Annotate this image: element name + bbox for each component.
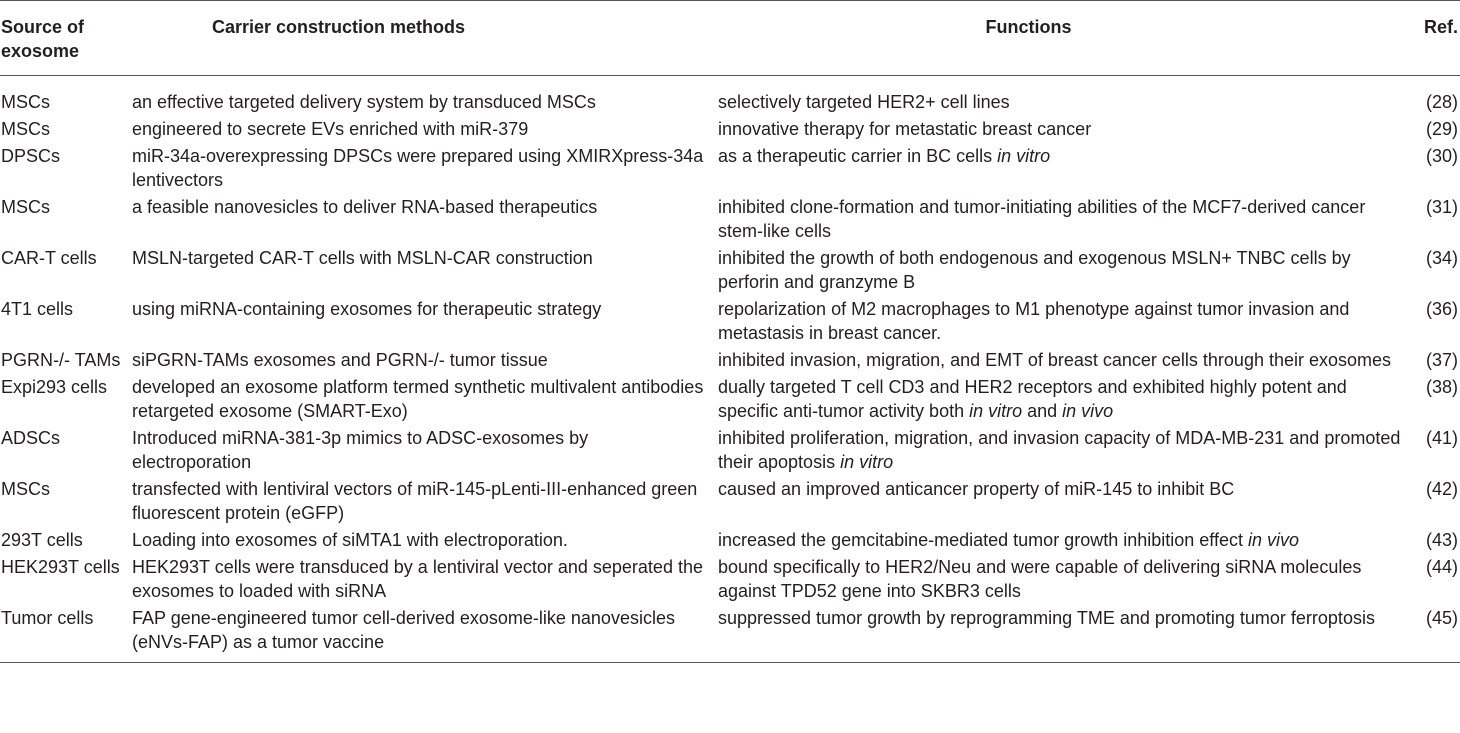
table-row	[0, 345, 1460, 372]
functions-italic-segment: in vivo	[1247, 530, 1299, 550]
functions-italic-segment: in vitro	[840, 452, 894, 472]
table-row	[0, 141, 1460, 192]
functions-text-segment: suppressed tumor growth by reprogramming TME and promoting tumor ferroptosis	[718, 608, 1375, 628]
cell-source: Expi293 cells	[1, 377, 108, 397]
cell-ref	[1402, 603, 1460, 663]
functions-text-segment: selectively targeted HER2+ cell lines	[718, 92, 1010, 112]
reference-link[interactable]: (37)	[1425, 350, 1458, 370]
cell-source: DPSCs	[1, 146, 61, 166]
cell-methods: a feasible nanovesicles to deliver RNA-based therapeutics	[132, 197, 598, 217]
reference-link[interactable]: (29)	[1425, 119, 1458, 139]
reference-link[interactable]: (43)	[1425, 530, 1458, 550]
table-row	[0, 423, 1460, 474]
functions-text-segment: bound specifically to HER2/Neu and were capable of delivering siRNA molecules against TPD52 gene into SKBR3 cells	[718, 557, 1362, 601]
cell-methods: transfected with lentiviral vectors of miR-145-pLenti-III-enhanced green fluorescent protein (eGFP)	[132, 479, 698, 523]
functions-text-segment: as a therapeutic carrier in BC cells	[718, 146, 998, 166]
cell-ref	[1402, 294, 1460, 345]
table-row	[0, 474, 1460, 525]
cell-methods: HEK293T cells were transduced by a lentiviral vector and seperated the exosomes to loaded with siRNA	[132, 557, 703, 601]
cell-functions	[715, 525, 1402, 552]
header-ref: Ref.	[1423, 17, 1458, 37]
cell-ref	[1402, 243, 1460, 294]
cell-ref	[1402, 474, 1460, 525]
cell-methods: MSLN-targeted CAR-T cells with MSLN-CAR construction	[132, 248, 593, 268]
cell-source: 4T1 cells	[1, 299, 74, 319]
reference-link[interactable]: (36)	[1425, 299, 1458, 319]
functions-text-segment: caused an improved anticancer property of miR-145 to inhibit BC	[718, 479, 1235, 499]
cell-source: CAR-T cells	[1, 248, 97, 268]
table-row	[0, 192, 1460, 243]
cell-ref	[1402, 372, 1460, 423]
reference-link[interactable]: (28)	[1425, 92, 1458, 112]
cell-functions	[715, 76, 1402, 115]
cell-methods: Introduced miRNA-381-3p mimics to ADSC-exosomes by electroporation	[132, 428, 589, 472]
cell-functions	[715, 141, 1402, 192]
cell-methods: developed an exosome platform termed synthetic multivalent antibodies retargeted exosome (SMART-Exo)	[132, 377, 704, 421]
cell-source: MSCs	[1, 92, 50, 112]
header-functions: Functions	[985, 17, 1072, 37]
reference-link[interactable]: (31)	[1425, 197, 1458, 217]
header-row	[0, 1, 1460, 76]
functions-text-segment: inhibited the growth of both endogenous and exogenous MSLN+ TNBC cells by perforin and granzyme B	[718, 248, 1351, 292]
cell-ref	[1402, 76, 1460, 115]
reference-link[interactable]: (30)	[1425, 146, 1458, 166]
functions-text-segment: inhibited proliferation, migration, and invasion capacity of MDA-MB-231 and promoted their apoptosis	[718, 428, 1401, 472]
table-header	[0, 1, 1460, 76]
functions-text-segment: inhibited clone-formation and tumor-initiating abilities of the MCF7-derived cancer stem-like cells	[718, 197, 1366, 241]
functions-text-segment: dually targeted T cell CD3 and HER2 receptors and exhibited highly potent and specific anti-tumor activity both	[718, 377, 1347, 421]
cell-functions	[715, 474, 1402, 525]
cell-functions	[715, 423, 1402, 474]
cell-source: 293T cells	[1, 530, 83, 550]
functions-text-segment: inhibited invasion, migration, and EMT of breast cancer cells through their exosomes	[718, 350, 1392, 370]
cell-ref	[1402, 114, 1460, 141]
table-body	[0, 76, 1460, 663]
cell-source: MSCs	[1, 479, 50, 499]
cell-ref	[1402, 345, 1460, 372]
header-source: Source of exosome	[1, 17, 85, 61]
cell-functions	[715, 603, 1402, 663]
reference-link[interactable]: (42)	[1425, 479, 1458, 499]
cell-ref	[1402, 552, 1460, 603]
cell-source: HEK293T cells	[1, 557, 120, 577]
table-row	[0, 114, 1460, 141]
cell-functions	[715, 243, 1402, 294]
functions-italic-segment: in vivo	[1062, 401, 1114, 421]
table-row	[0, 372, 1460, 423]
cell-methods: an effective targeted delivery system by transduced MSCs	[132, 92, 596, 112]
reference-link[interactable]: (41)	[1425, 428, 1458, 448]
cell-methods: miR-34a-overexpressing DPSCs were prepared using XMIRXpress-34a lentivectors	[132, 146, 704, 190]
cell-ref	[1402, 192, 1460, 243]
header-methods: Carrier construction methods	[211, 17, 466, 37]
table-row	[0, 243, 1460, 294]
cell-methods: FAP gene-engineered tumor cell-derived exosome-like nanovesicles (eNVs-FAP) as a tumor vaccine	[132, 608, 675, 652]
cell-functions	[715, 114, 1402, 141]
cell-methods: Loading into exosomes of siMTA1 with electroporation.	[132, 530, 568, 550]
cell-ref	[1402, 423, 1460, 474]
table-row	[0, 294, 1460, 345]
cell-methods: engineered to secrete EVs enriched with miR-379	[132, 119, 529, 139]
cell-functions	[715, 192, 1402, 243]
table-row	[0, 552, 1460, 603]
cell-methods: siPGRN-TAMs exosomes and PGRN-/- tumor tissue	[132, 350, 548, 370]
table-row	[0, 603, 1460, 663]
table-row	[0, 525, 1460, 552]
cell-source: MSCs	[1, 197, 50, 217]
functions-italic-segment: in vitro	[997, 146, 1051, 166]
cell-source: Tumor cells	[1, 608, 94, 628]
cell-ref	[1402, 141, 1460, 192]
cell-functions	[715, 345, 1402, 372]
cell-ref	[1402, 525, 1460, 552]
reference-link[interactable]: (45)	[1425, 608, 1458, 628]
table-row	[0, 76, 1460, 115]
functions-italic-segment: in vitro	[969, 401, 1023, 421]
cell-functions	[715, 372, 1402, 423]
cell-functions	[715, 552, 1402, 603]
cell-functions	[715, 294, 1402, 345]
reference-link[interactable]: (38)	[1425, 377, 1458, 397]
reference-link[interactable]: (44)	[1425, 557, 1458, 577]
functions-text-segment: innovative therapy for metastatic breast cancer	[718, 119, 1092, 139]
cell-source: ADSCs	[1, 428, 61, 448]
functions-text-segment: and	[1022, 401, 1063, 421]
cell-source: PGRN-/- TAMs	[1, 350, 121, 370]
cell-source: MSCs	[1, 119, 50, 139]
reference-link[interactable]: (34)	[1425, 248, 1458, 268]
functions-text-segment: increased the gemcitabine-mediated tumor growth inhibition effect	[718, 530, 1248, 550]
functions-text-segment: repolarization of M2 macrophages to M1 phenotype against tumor invasion and metastasis in breast cancer.	[718, 299, 1350, 343]
cell-methods: using miRNA-containing exosomes for therapeutic strategy	[132, 299, 602, 319]
